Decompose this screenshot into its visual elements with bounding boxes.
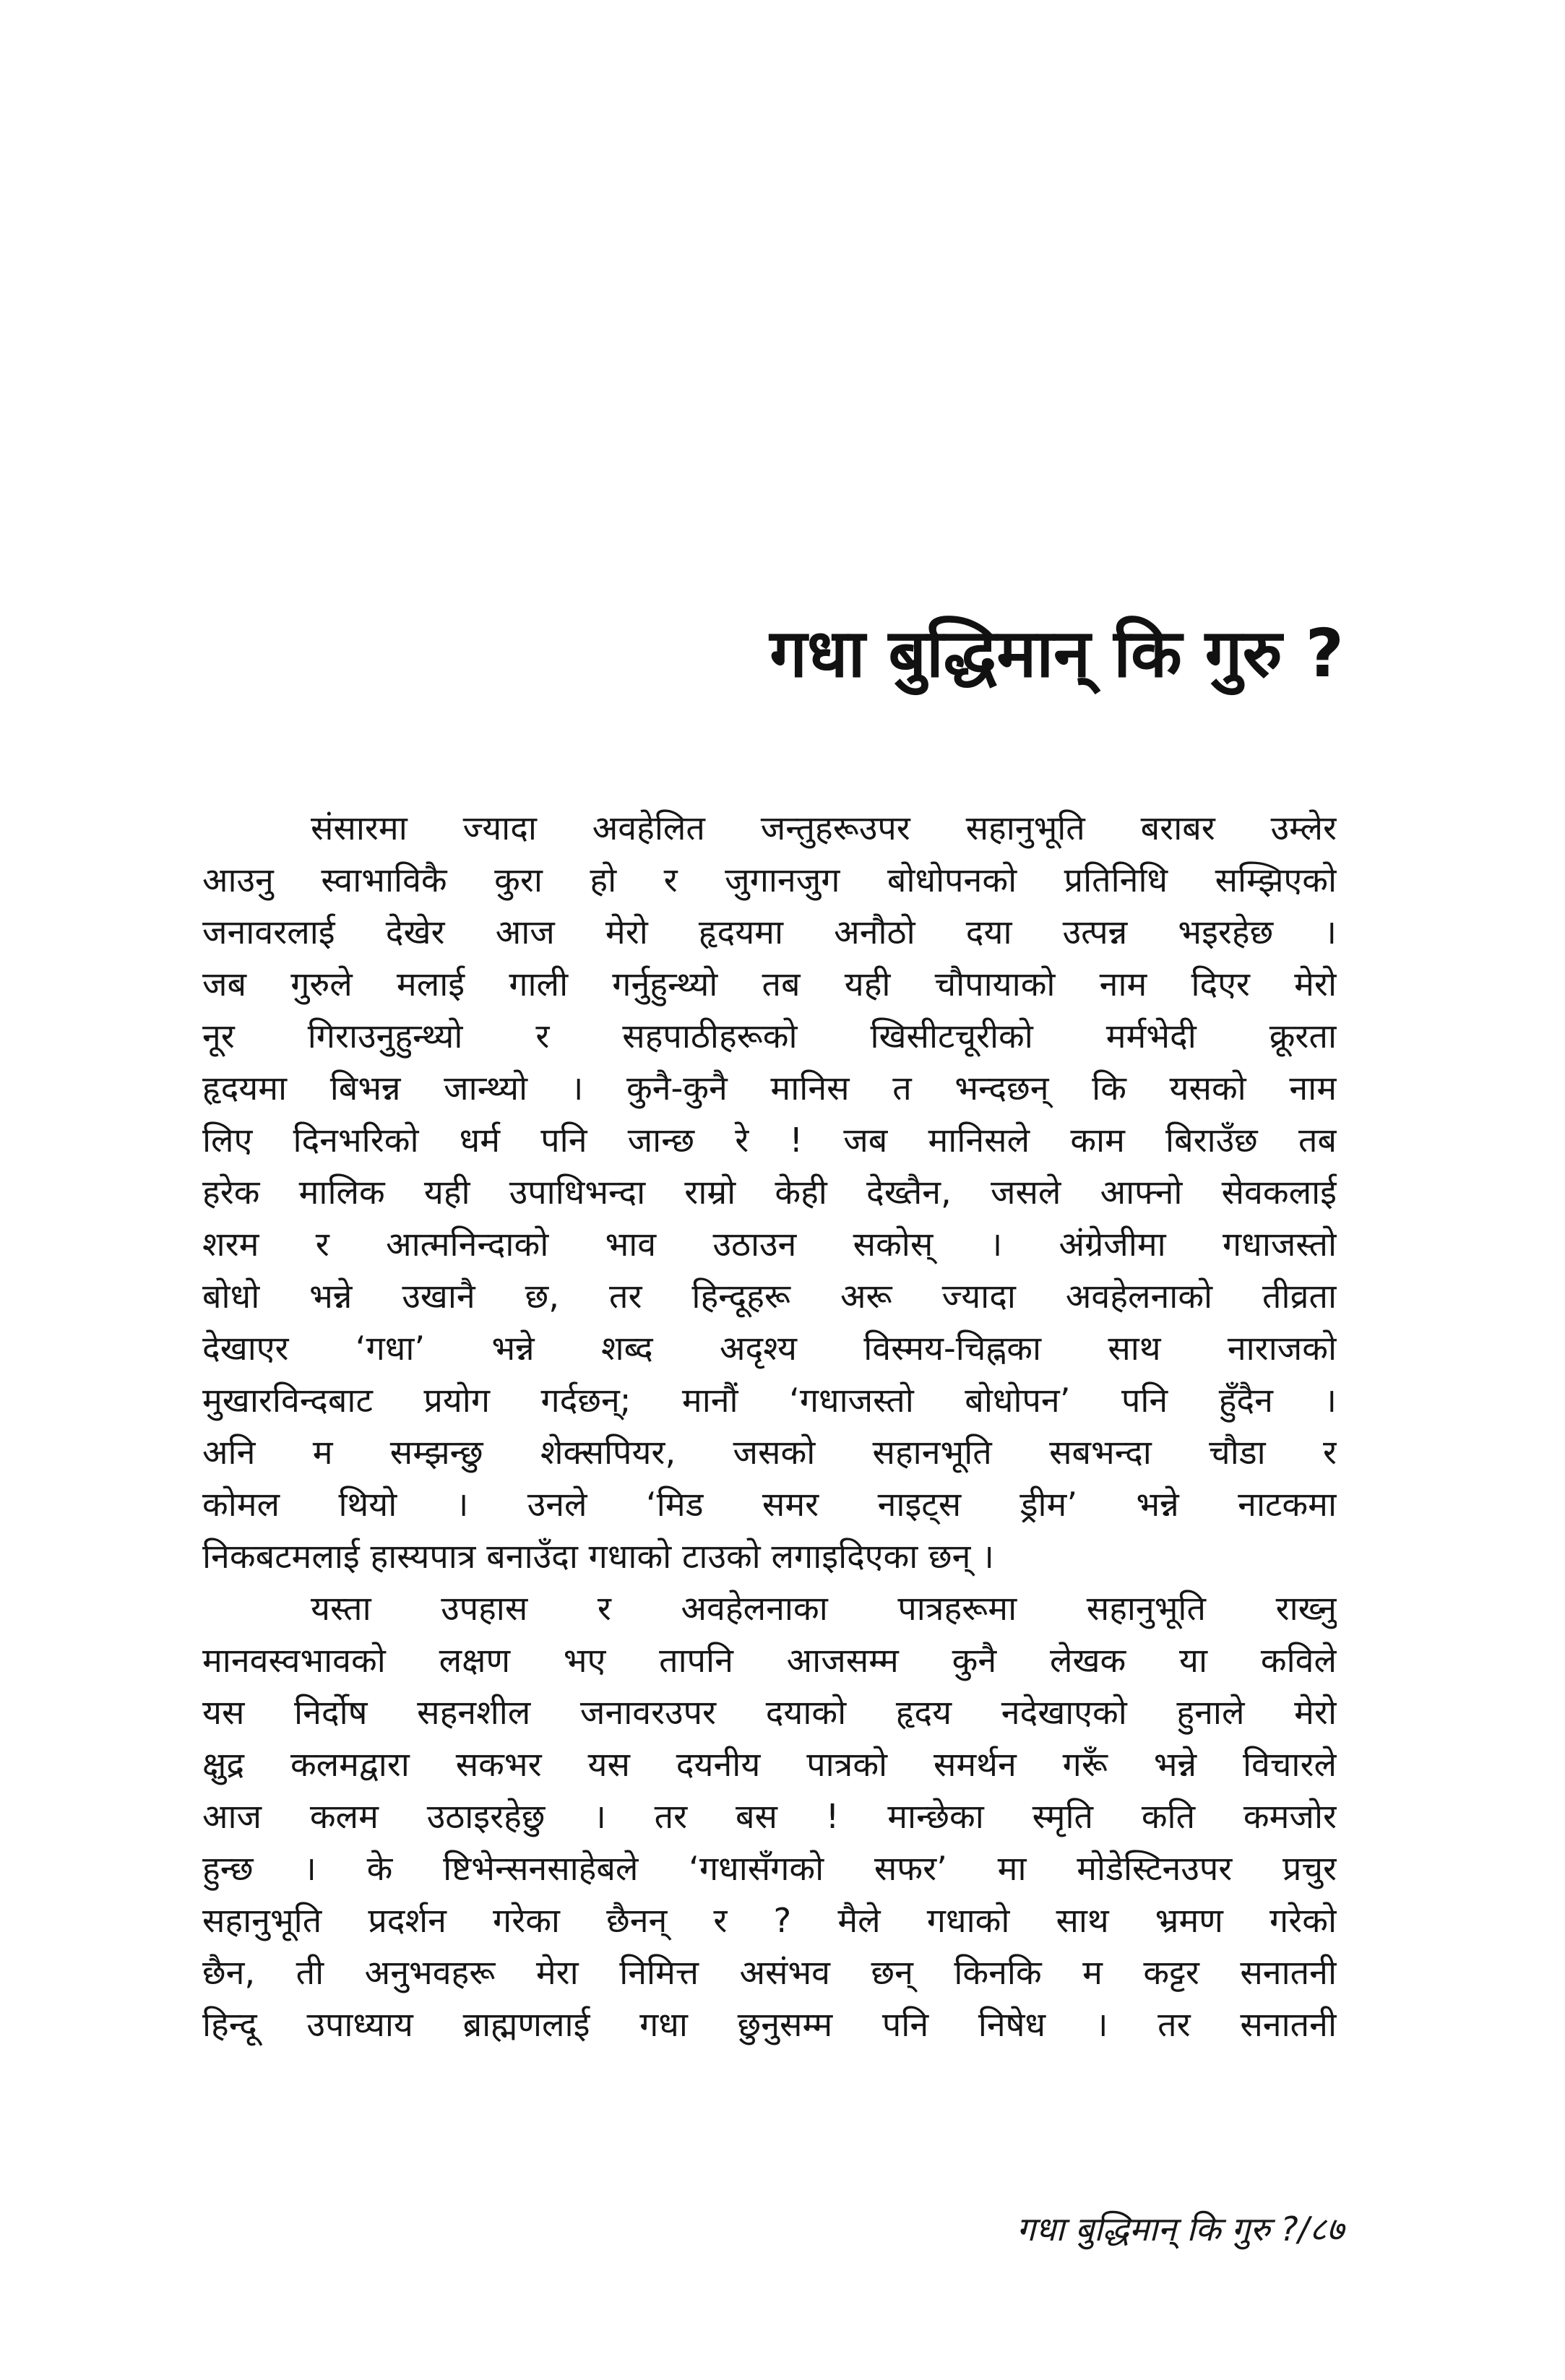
text-line: हरेक मालिक यही उपाधिभन्दा राम्रो केही देख्तैन, जसले आफ्नो सेवकलाई	[202, 1173, 1337, 1212]
text-line: यस्ता उपहास र अवहेलनाका पात्रहरूमा सहानुभूति राख्नु	[311, 1589, 1337, 1628]
text-line: छैन, ती अनुभवहरू मेरा निमित्त असंभव छन् किनकि म कट्टर सनातनी	[202, 1953, 1337, 1992]
text-line: हृदयमा बिभन्न जान्थ्यो । कुनै-कुनै मानिस त भन्दछन् कि यसको नाम	[202, 1069, 1337, 1108]
text-line: आउनु स्वाभाविकै कुरा हो र जुगानजुग बोधोपनको प्रतिनिधि सम्झिएको	[202, 861, 1337, 900]
text-line: आज कलम उठाइरहेछु । तर बस ! मान्छेका स्मृति कति कमजोर	[202, 1797, 1337, 1836]
text-line: शरम र आत्मनिन्दाको भाव उठाउन सकोस् । अंग्रेजीमा गधाजस्तो	[202, 1225, 1337, 1264]
text-line: लिए दिनभरिको धर्म पनि जान्छ रे ! जब मानिसले काम बिराउँछ तब	[202, 1121, 1337, 1160]
text-line: देखाएर ‘गधा’ भन्ने शब्द अदृश्य विस्मय-चिह्नका साथ नाराजको	[202, 1329, 1337, 1368]
text-line: मानवस्वभावको लक्षण भए तापनि आजसम्म कुनै लेखक या कविले	[202, 1641, 1337, 1680]
body-text	[202, 802, 1337, 2051]
chapter-title: गधा बुद्धिमान् कि गुरु ?	[769, 615, 1344, 692]
text-line: बोधो भन्ने उखानै छ, तर हिन्दूहरू अरू ज्यादा अवहेलनाको तीव्रता	[202, 1277, 1337, 1316]
text-line: अनि म सम्झन्छु शेक्सपियर, जसको सहानभूति सबभन्दा चौडा र	[202, 1433, 1337, 1472]
text-line: संसारमा ज्यादा अवहेलित जन्तुहरूउपर सहानुभूति बराबर उम्लेर	[311, 809, 1337, 848]
text-line: सहानुभूति प्रदर्शन गरेका छैनन् र ? मैले गधाको साथ भ्रमण गरेको	[202, 1901, 1337, 1940]
text-line: जनावरलाई देखेर आज मेरो हृदयमा अनौठो दया उत्पन्न भइरहेछ ।	[202, 913, 1337, 952]
running-footer: गधा बुद्धिमान् कि गुरु ?/८७	[1017, 2209, 1344, 2249]
text-line: निकबटमलाई हास्यपात्र बनाउँदा गधाको टाउको लगाइदिएका छन् ।	[202, 1537, 994, 1576]
text-line: हुन्छ । के ष्टिभेन्सनसाहेबले ‘गधासँगको सफर’ मा मोडेस्टिनउपर प्रचुर	[202, 1849, 1337, 1888]
text-line: हिन्दू उपाध्याय ब्राह्मणलाई गधा छुनुसम्म पनि निषेध । तर सनातनी	[202, 2005, 1337, 2044]
text-line: नूर गिराउनुहुन्थ्यो र सहपाठीहरूको खिसीटचूरीको मर्मभेदी क्रूरता	[202, 1017, 1337, 1056]
text-line: जब गुरुले मलाई गाली गर्नुहुन्थ्यो तब यही चौपायाको नाम दिएर मेरो	[202, 965, 1337, 1004]
text-line: क्षुद्र कलमद्वारा सकभर यस दयनीय पात्रको समर्थन गरूँ भन्ने विचारले	[202, 1745, 1337, 1784]
text-line: मुखारविन्दबाट प्रयोग गर्दछन्; मानौं ‘गधाजस्तो बोधोपन’ पनि हुँदैन ।	[202, 1381, 1337, 1420]
text-line: कोमल थियो । उनले ‘मिड समर नाइट्स ड्रीम’ भन्ने नाटकमा	[202, 1485, 1337, 1524]
text-line: यस निर्दोष सहनशील जनावरउपर दयाको हृदय नदेखाएको हुनाले मेरो	[202, 1693, 1337, 1732]
